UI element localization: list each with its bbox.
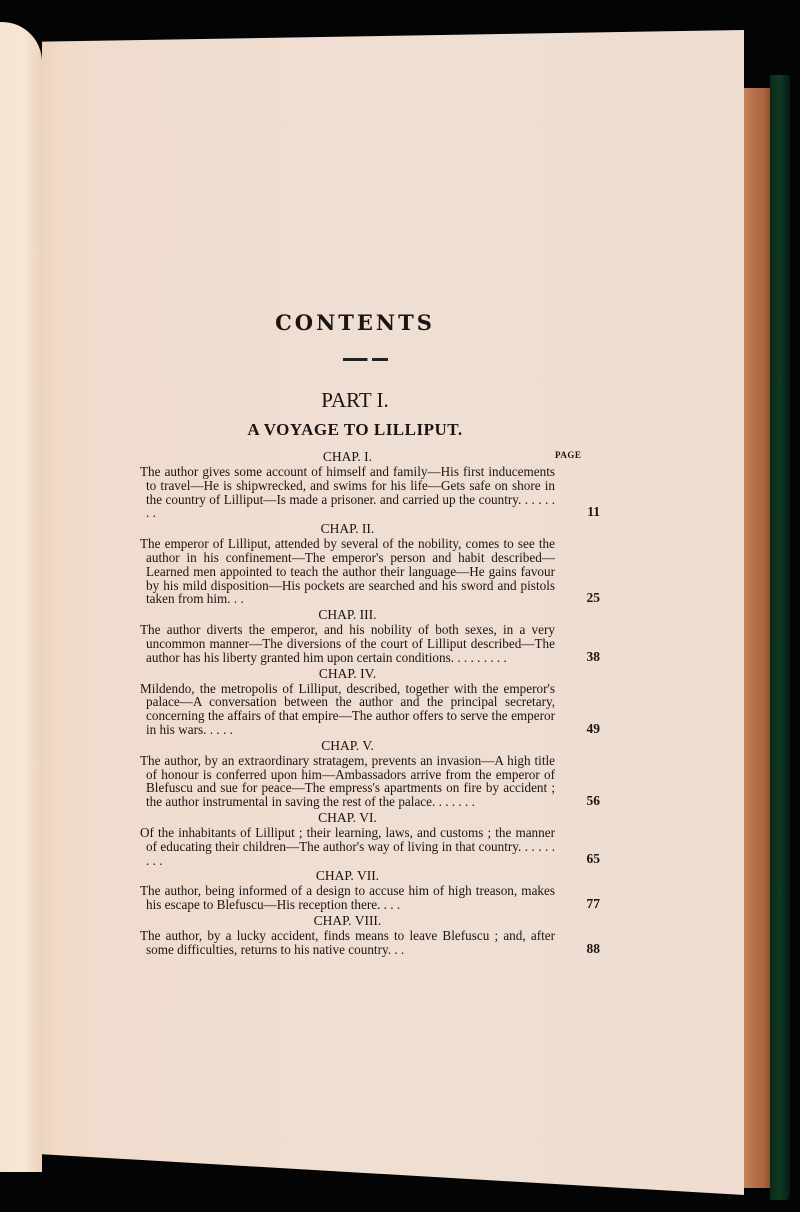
dot-leader: . . . . . . . .	[454, 649, 507, 665]
chapter-entry	[140, 606, 600, 664]
chapter-page-number: 38	[586, 648, 600, 664]
chapter-title: CHAP. I.	[322, 449, 373, 464]
chapter-page-number: 65	[586, 851, 600, 867]
chapter-description	[140, 754, 555, 809]
chapter-page-number: 49	[586, 720, 600, 736]
chapter-title: CHAP. VII.	[315, 868, 380, 884]
chapter-description	[140, 537, 555, 606]
chapter-entry	[140, 448, 600, 520]
chapter-entry	[140, 867, 600, 912]
chapter-entry	[140, 520, 600, 606]
dot-leader: . . . .	[206, 721, 233, 737]
dot-leader: . .	[391, 941, 405, 957]
chapter-description	[140, 682, 555, 737]
chapter-title: CHAP. VI.	[318, 809, 377, 825]
chapter-page-number: 77	[586, 895, 600, 911]
dot-leader: . . . . . .	[435, 794, 475, 810]
part-heading: PART I.	[321, 388, 389, 412]
chapter-entry	[140, 809, 600, 867]
dot-leader: . .	[230, 591, 244, 607]
chapter-summary: The author gives some account of himself and family—His first inducements to travel—He is shipwrecked, and swims for his life—Gets safe on shore in the country of Lilliput—Is made a prisoner. and carried up the country.	[140, 464, 555, 507]
chapter-summary: The author, by a lucky accident, finds means to leave Blefuscu ; and, after some difficulties, returns to his native country.	[140, 927, 555, 957]
chapter-entry	[140, 665, 600, 737]
page-title: CONTENTS	[275, 310, 435, 335]
chapter-entry	[140, 737, 600, 809]
dot-leader: . . . . . . . .	[146, 838, 556, 868]
dot-leader: . . . . . . .	[146, 491, 555, 521]
chapter-summary: Mildendo, the metropolis of Lilliput, described, together with the emperor's palace—A conversation between the author and the principal secretary, concerning the affairs of that empire—The author offers to serve the emperor in his wars.	[140, 680, 555, 737]
chapter-summary: The emperor of Lilliput, attended by several of the nobility, comes to see the author in his confinement—The emperor's person and habit described—Learned men appointed to teach the author their language—He gains favour by his mild disposition—His pockets are searched and his sword and pistols taken from him.	[140, 536, 555, 607]
chapter-page-number: 56	[586, 792, 600, 808]
chapter-title: CHAP. VIII.	[313, 912, 382, 928]
chapter-description	[140, 929, 555, 957]
chapter-title: CHAP. IV.	[318, 665, 377, 681]
chapter-title: CHAP. III.	[318, 607, 377, 623]
chapter-title: CHAP. II.	[320, 521, 375, 537]
chapter-description	[140, 623, 555, 664]
chapter-summary: Of the inhabitants of Lilliput ; their learning, laws, and customs ; the manner of educating their children—The author's way of living in that country.	[140, 824, 555, 854]
ornamental-rule	[343, 358, 388, 361]
chapter-description	[140, 884, 555, 912]
dot-leader: . . .	[380, 897, 401, 913]
chapter-page-number: 88	[586, 940, 600, 956]
chapter-summary: The author, being informed of a design to accuse him of high treason, makes his escape to Blefuscu—His reception there.	[140, 883, 555, 913]
left-page-curl	[0, 22, 42, 1172]
chapter-description	[140, 826, 555, 867]
chapter-entry	[140, 912, 600, 957]
chapter-summary: The author diverts the emperor, and his nobility of both sexes, in a very uncommon manner—The diversions of the court of Lilliput described—The author has his liberty granted him upon certain conditions.	[140, 622, 555, 665]
chapter-description	[140, 465, 555, 520]
voyage-heading: A VOYAGE TO LILLIPUT.	[247, 420, 463, 439]
chapter-summary: The author, by an extraordinary stratagem, prevents an invasion—A high title of honour is conferred upon him—Ambassadors arrive from the emperor of Blefuscu and sue for peace—The empress's apartments on fire by accident ; the author instrumental in saving the rest of the palace.	[140, 752, 555, 810]
page-block-edges	[742, 88, 770, 1188]
chapter-page-number: 11	[587, 504, 600, 520]
chapter-page-number: 25	[586, 590, 600, 606]
book-cover-edge	[770, 75, 790, 1200]
chapter-list	[140, 448, 600, 957]
page-column-header: PAGE	[555, 450, 582, 460]
chapter-title: CHAP. V.	[321, 737, 374, 753]
